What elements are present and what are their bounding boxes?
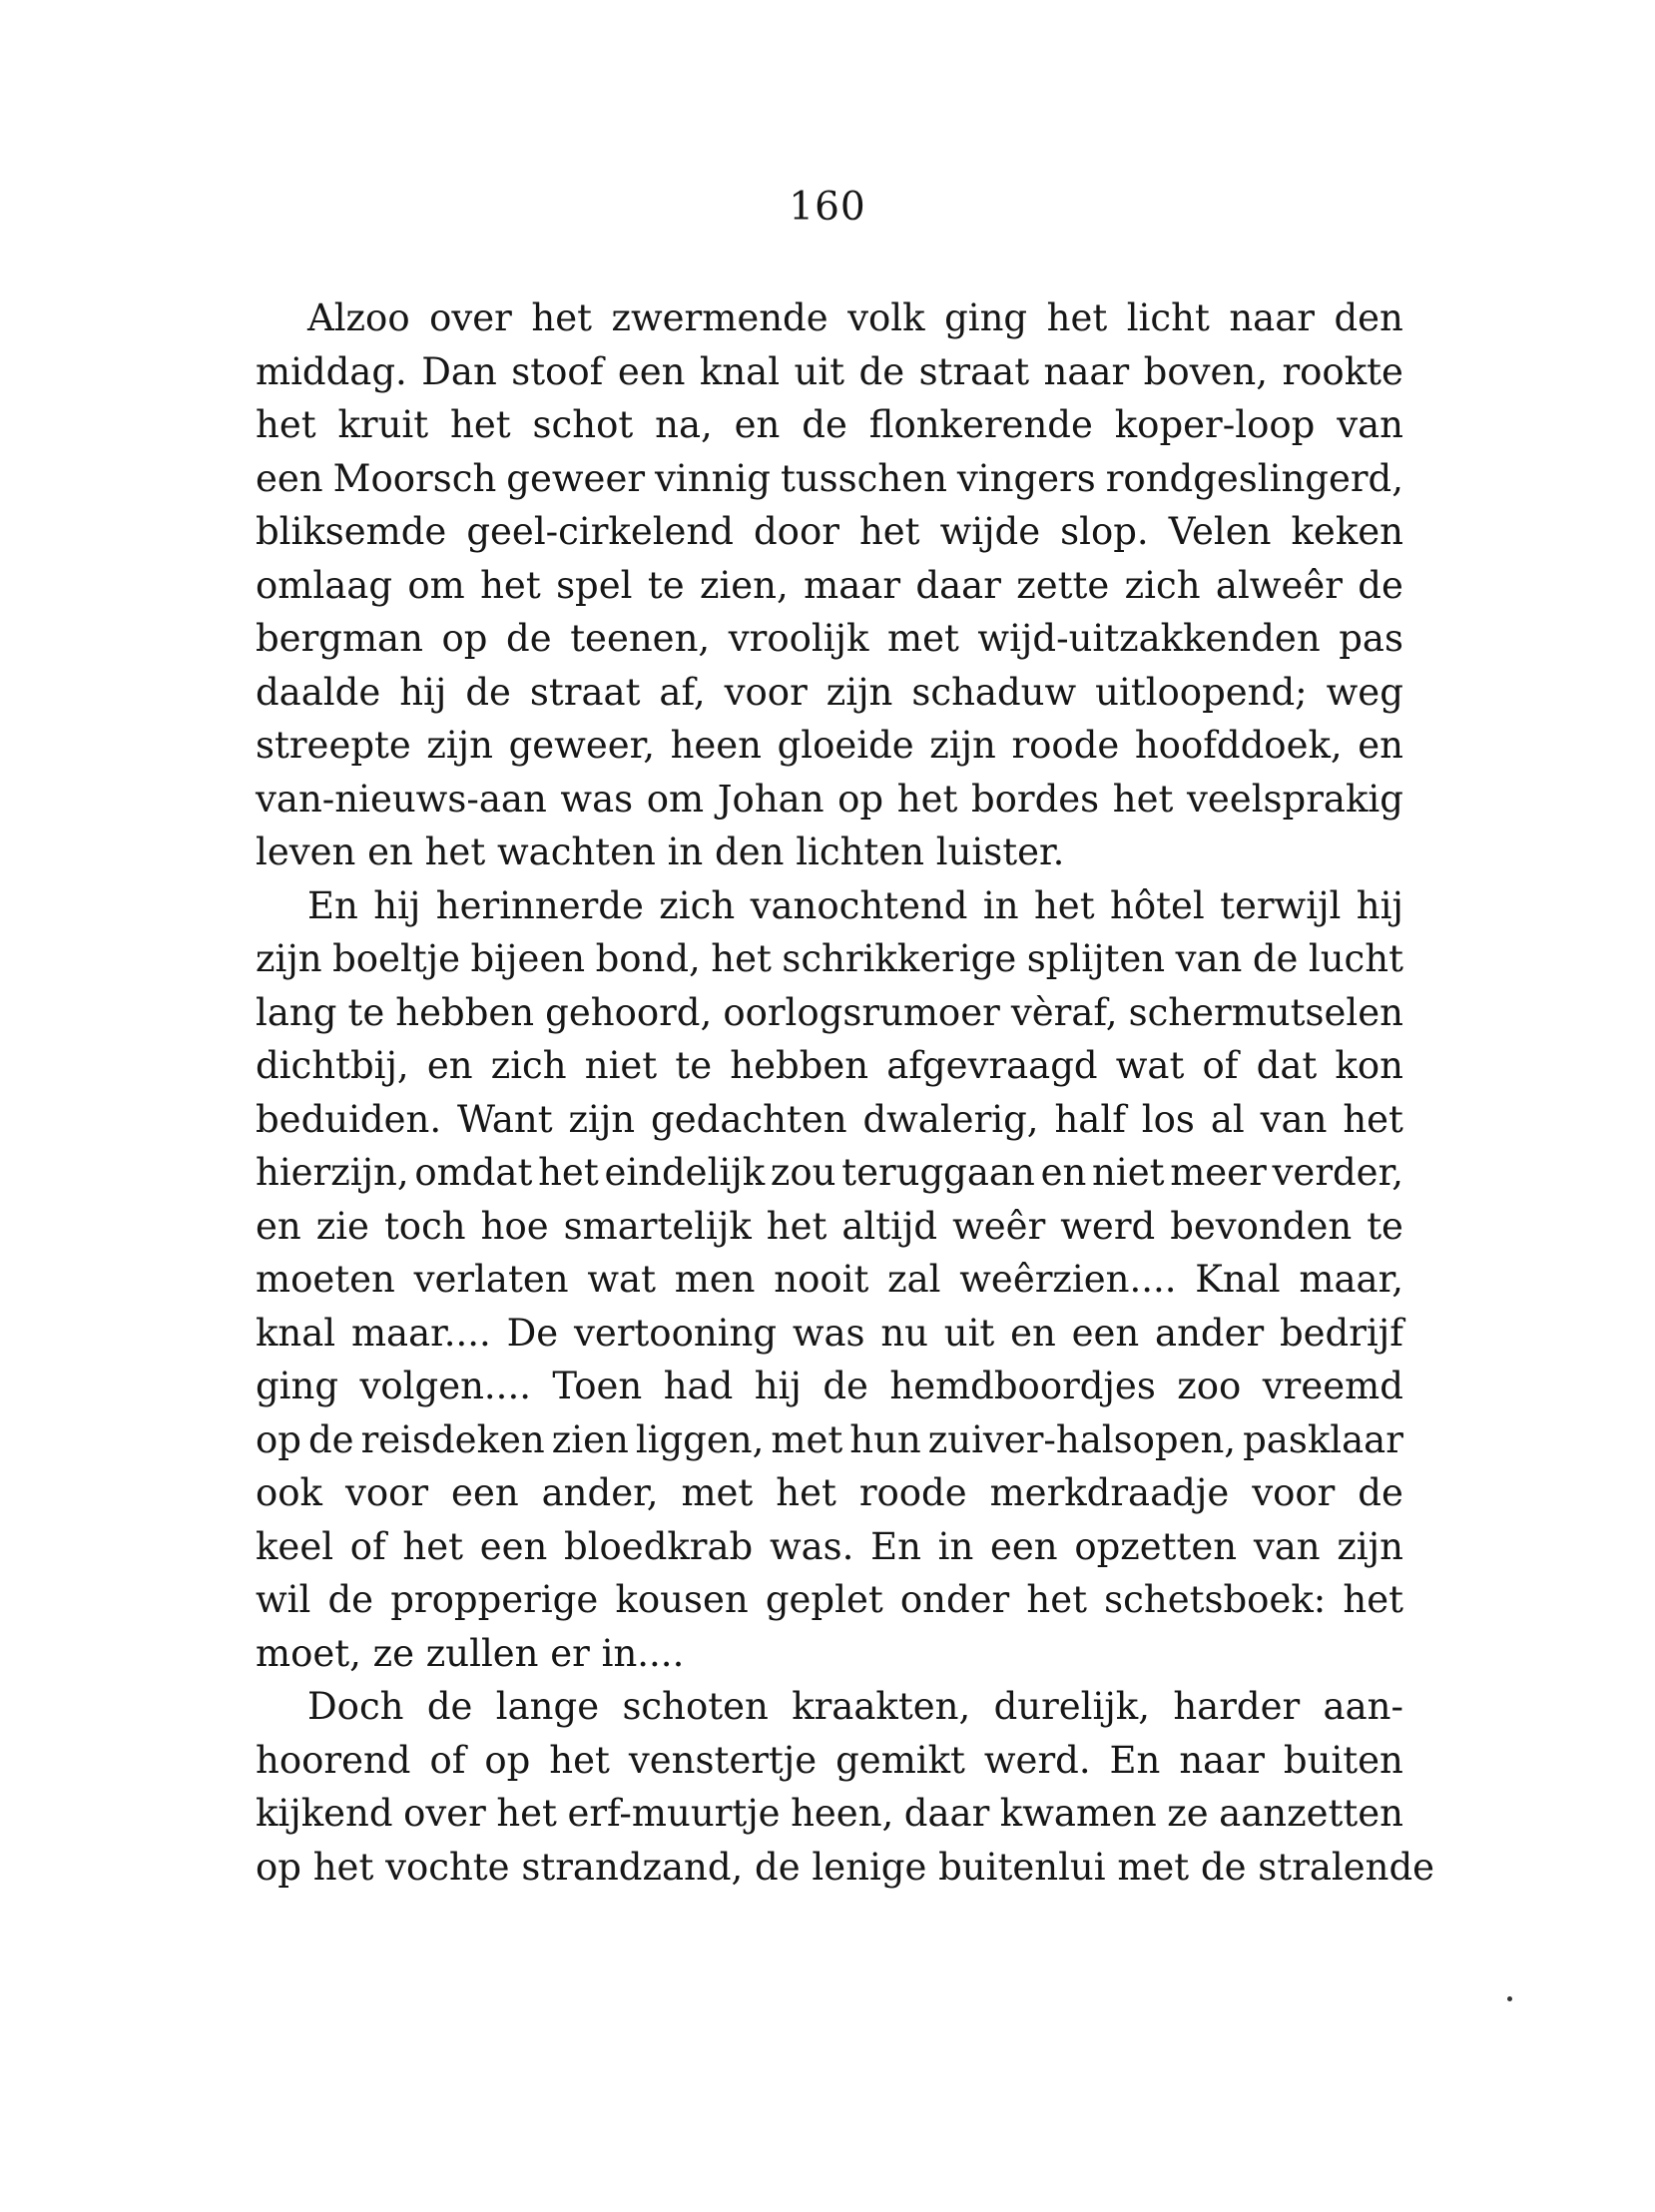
text-line: op het vochte strandzand, de lenige buitenlui met de stralende bbox=[256, 1845, 1435, 1889]
text-line: kijkend over het erf-muurtje heen, daar kwamen ze aanzetten bbox=[256, 1792, 1403, 1835]
text-line: moeten verlaten wat men nooit zal weêrzien.... Knal maar, bbox=[256, 1258, 1403, 1301]
text-line: knal maar.... De vertooning was nu uit en een ander bedrijf bbox=[256, 1311, 1403, 1355]
text-line: zijn boeltje bijeen bond, het schrikkerige splijten van de lucht bbox=[256, 937, 1403, 980]
text-line: wil de propperige kousen geplet onder het schetsboek: het bbox=[256, 1578, 1403, 1621]
text-line: omlaag om het spel te zien, maar daar zette zich alweêr de bbox=[256, 563, 1403, 607]
paragraph bbox=[256, 879, 1403, 1681]
text-line: lang te hebben gehoord, oorlogsrumoer vèraf, schermutselen bbox=[256, 990, 1403, 1034]
text-line: Alzoo over het zwermende volk ging het licht naar den bbox=[307, 296, 1403, 339]
text-line: leven en het wachten in den lichten luister. bbox=[256, 830, 1065, 873]
text-line: Doch de lange schoten kraakten, durelijk, harder aan- bbox=[307, 1685, 1403, 1728]
text-line: middag. Dan stoof een knal uit de straat naar boven, rookte bbox=[256, 349, 1403, 393]
ink-speck bbox=[1507, 1996, 1512, 2001]
text-line: hoorend of op het venstertje gemikt werd. En naar buiten bbox=[256, 1738, 1403, 1782]
text-line: van-nieuws-aan was om Johan op het bordes het veelsprakig bbox=[256, 777, 1403, 821]
text-line: ging volgen.... Toen had hij de hemdboordjes zoo vreemd bbox=[256, 1365, 1403, 1407]
text-line: een Moorsch geweer vinnig tusschen vingers rondgeslingerd, bbox=[256, 456, 1403, 500]
text-line: beduiden. Want zijn gedachten dwalerig, half los al van het bbox=[256, 1097, 1403, 1141]
text-line: streepte zijn geweer, heen gloeide zijn roode hoofddoek, en bbox=[256, 724, 1403, 767]
paragraph bbox=[256, 1680, 1435, 1894]
text-line: moet, ze zullen er in.... bbox=[256, 1631, 685, 1675]
page-number: 160 bbox=[789, 185, 866, 230]
text-line: daalde hij de straat af, voor zijn schaduw uitloopend; weg bbox=[256, 670, 1403, 714]
text-line: het kruit het schot na, en de flonkerende koper-loop van bbox=[256, 403, 1403, 446]
text-line: hierzijn, omdat het eindelijk zou teruggaan en niet meer verder, bbox=[256, 1151, 1403, 1194]
body-text bbox=[256, 291, 1435, 1894]
text-line: en zie toch hoe smartelijk het altijd weêr werd bevonden te bbox=[256, 1204, 1403, 1248]
text-line: dichtbij, en zich niet te hebben afgevraagd wat of dat kon bbox=[256, 1044, 1403, 1087]
text-line: En hij herinnerde zich vanochtend in het hôtel terwijl hij bbox=[307, 883, 1403, 927]
text-line: keel of het een bloedkrab was. En in een opzetten van zijn bbox=[256, 1524, 1403, 1568]
paragraph bbox=[256, 291, 1403, 879]
text-line: bergman op de teenen, vroolijk met wijd-uitzakkenden pas bbox=[256, 617, 1403, 660]
text-line: ook voor een ander, met het roode merkdraadje voor de bbox=[256, 1471, 1403, 1514]
text-line: op de reisdeken zien liggen, met hun zuiver-halsopen, pasklaar bbox=[256, 1417, 1403, 1461]
text-line: bliksemde geel-cirkelend door het wijde slop. Velen keken bbox=[256, 510, 1403, 553]
